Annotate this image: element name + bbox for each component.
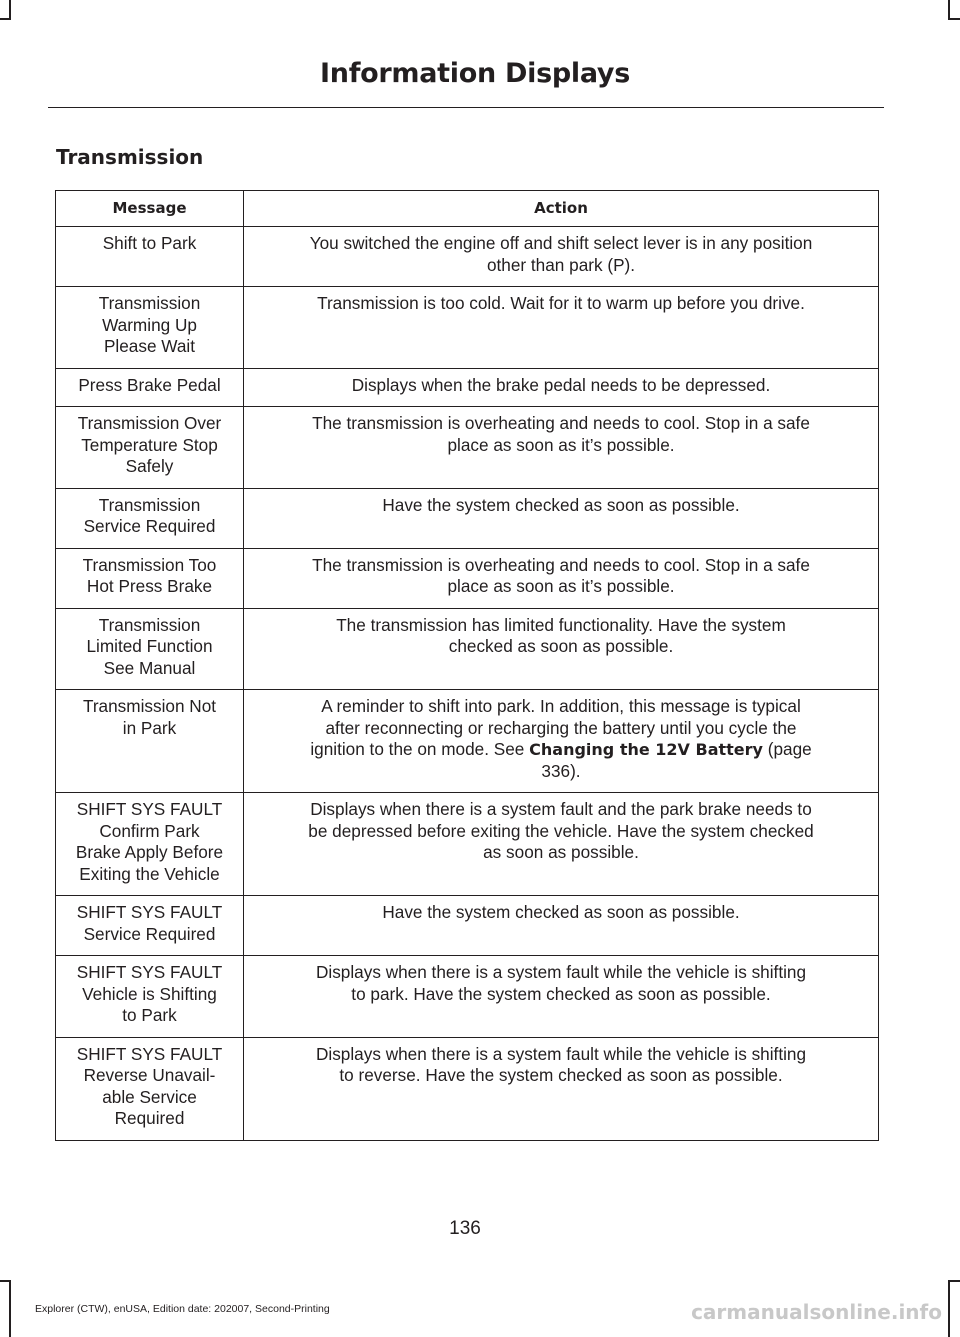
message-cell (56, 1037, 244, 1140)
message-cell (56, 488, 244, 548)
reference-prefix: ignition to the on mode. See (310, 739, 530, 759)
message-cell (56, 227, 244, 287)
action-cell (244, 368, 879, 407)
message-line: SHIFT SYS FAULT (76, 962, 223, 982)
message-line: Service Required (83, 923, 216, 944)
action-cell (244, 488, 879, 548)
cross-reference-link[interactable]: Changing the 12V Battery (529, 740, 763, 759)
reference-page-number: 336). (541, 760, 581, 781)
action-line: Displays when there is a system fault while the vehicle is shifting (315, 1043, 807, 1064)
action-line: after reconnecting or recharging the battery until you cycle the (325, 717, 797, 738)
action-line: Have the system checked as soon as possible. (382, 494, 740, 515)
action-line: to reverse. Have the system checked as soon as possible. (339, 1065, 783, 1085)
message-line: Required (114, 1108, 185, 1128)
message-line: Warming Up (102, 314, 197, 335)
action-cell (244, 227, 879, 287)
message-line: SHIFT SYS FAULT (76, 799, 223, 819)
message-cell (56, 690, 244, 793)
action-cell (244, 793, 879, 896)
crop-mark-bottom-left-horizontal (0, 1280, 11, 1282)
message-cell (56, 407, 244, 489)
message-line: in Park (122, 717, 177, 738)
action-line: other than park (P). (486, 254, 636, 275)
message-line: Transmission Over (77, 413, 222, 433)
message-line: Safely (125, 456, 174, 476)
action-line: be depressed before exiting the vehicle. Have the system checked (308, 820, 814, 841)
action-line: to park. Have the system checked as soon as possible. (351, 983, 771, 1004)
action-line: Transmission is too cold. Wait for it to warm up before you drive. (317, 293, 805, 313)
crop-mark-top-right-vertical (948, 0, 950, 20)
action-line: The transmission has limited functionality. Have the system (336, 614, 786, 635)
message-line: Press Brake Pedal (78, 374, 221, 395)
message-line: Brake Apply Before (75, 842, 224, 862)
transmission-messages-table (55, 190, 879, 1141)
table-row (56, 227, 879, 287)
page-number: 136 (449, 1218, 481, 1239)
message-cell (56, 793, 244, 896)
page-header-title: Information Displays (320, 58, 630, 89)
message-line: Transmission (98, 614, 201, 635)
message-line: to Park (122, 1005, 177, 1025)
message-line: Transmission Not (82, 696, 217, 716)
action-line: A reminder to shift into park. In addition, this message is typical (321, 696, 801, 716)
message-line: SHIFT SYS FAULT (76, 1043, 223, 1064)
action-line: The transmission is overheating and needs to cool. Stop in a safe (312, 413, 810, 433)
message-line: Service Required (83, 516, 216, 536)
message-line: able Service (102, 1086, 197, 1107)
action-cell (244, 608, 879, 690)
action-line: checked as soon as possible. (448, 636, 674, 656)
message-line: Limited Function (86, 636, 213, 656)
message-line: Exiting the Vehicle (79, 863, 220, 884)
message-cell (56, 368, 244, 407)
reference-page-prefix: (page (762, 739, 812, 759)
action-cell (244, 896, 879, 956)
column-header-action: Action (244, 191, 879, 227)
table-row (56, 793, 879, 896)
message-line: Confirm Park (99, 820, 200, 841)
action-cell (244, 956, 879, 1038)
action-line (250, 739, 872, 761)
action-cell (244, 548, 879, 608)
message-line: Please Wait (103, 336, 196, 356)
edition-footer: Explorer (CTW), enUSA, Edition date: 202007, Second-Printing (35, 1303, 330, 1315)
action-line: as soon as possible. (483, 842, 639, 862)
table-row (56, 608, 879, 690)
message-line: Transmission (98, 293, 201, 313)
action-line: Displays when the brake pedal needs to be depressed. (351, 374, 771, 395)
action-line: Displays when there is a system fault and the park brake needs to (310, 799, 812, 819)
table-header-row (56, 191, 879, 227)
action-cell (244, 287, 879, 369)
table-body (56, 227, 879, 1141)
table-row (56, 488, 879, 548)
action-cell (244, 690, 879, 793)
action-line: The transmission is overheating and needs to cool. Stop in a safe (312, 554, 810, 575)
message-line: See Manual (103, 657, 196, 678)
section-title: Transmission (56, 145, 204, 169)
message-line: Temperature Stop (81, 434, 218, 455)
table-row (56, 287, 879, 369)
message-line: Hot Press Brake (86, 576, 213, 596)
action-cell (244, 1037, 879, 1140)
action-line: Have the system checked as soon as possible. (382, 902, 740, 922)
message-cell (56, 287, 244, 369)
crop-mark-bottom-right-horizontal (948, 1280, 960, 1282)
header-divider (48, 107, 884, 108)
message-line: Shift to Park (102, 233, 197, 253)
action-line: You switched the engine off and shift select lever is in any position (309, 233, 813, 253)
message-line: Transmission Too (82, 554, 217, 575)
table-row (56, 956, 879, 1038)
action-line: place as soon as it’s possible. (447, 576, 675, 596)
table-row (56, 548, 879, 608)
message-line: SHIFT SYS FAULT (76, 902, 223, 922)
crop-mark-top-left-vertical (9, 0, 11, 20)
message-line: Vehicle is Shifting (82, 983, 217, 1004)
message-cell (56, 548, 244, 608)
message-cell (56, 896, 244, 956)
table-row (56, 690, 879, 793)
table-row (56, 1037, 879, 1140)
message-cell (56, 956, 244, 1038)
watermark: carmanualsonline.info (691, 1300, 942, 1324)
table-row (56, 896, 879, 956)
crop-mark-top-left-horizontal (0, 18, 11, 20)
column-header-message: Message (56, 191, 244, 227)
message-line: Reverse Unavail- (83, 1065, 216, 1085)
crop-mark-bottom-left-vertical (9, 1280, 11, 1337)
action-line: place as soon as it’s possible. (447, 434, 675, 455)
table-row (56, 368, 879, 407)
message-cell (56, 608, 244, 690)
table-row (56, 407, 879, 489)
message-line: Transmission (98, 494, 201, 515)
crop-mark-top-right-horizontal (948, 18, 960, 20)
action-line: Displays when there is a system fault while the vehicle is shifting (315, 962, 807, 982)
crop-mark-bottom-right-vertical (948, 1280, 950, 1337)
action-cell (244, 407, 879, 489)
